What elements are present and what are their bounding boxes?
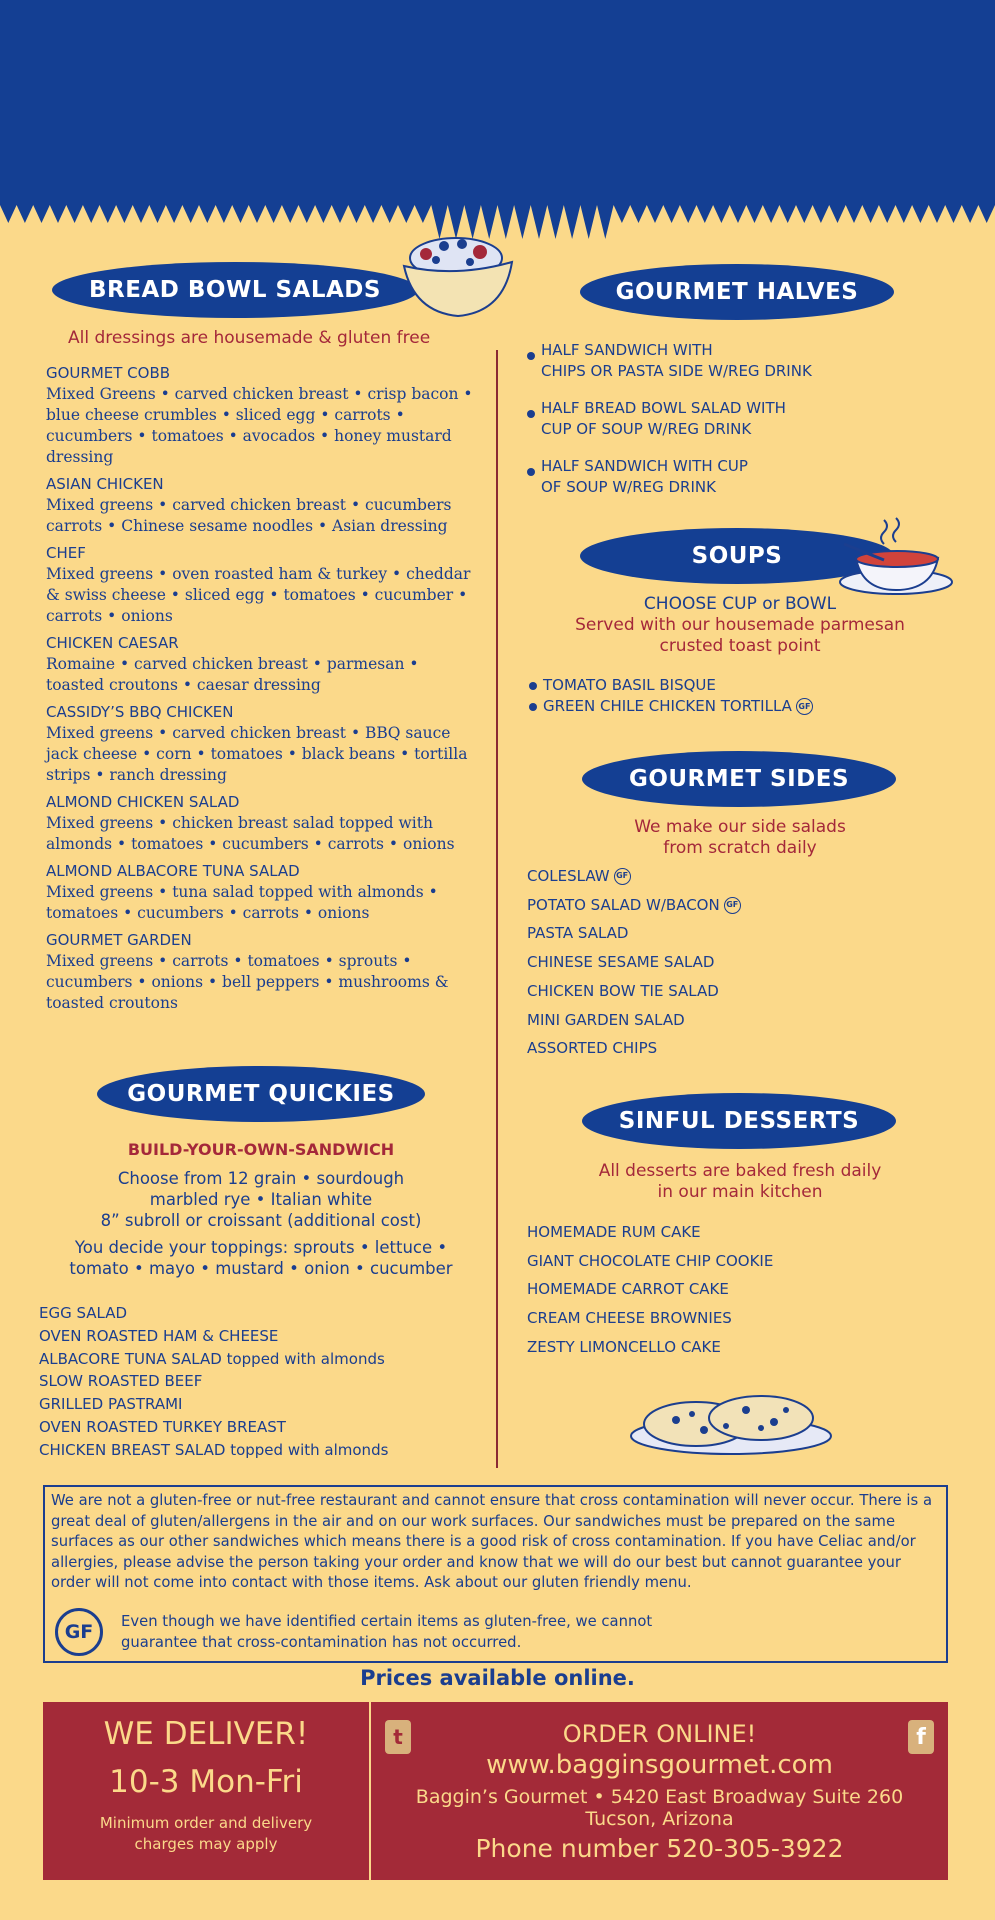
order-panel xyxy=(371,1702,948,1880)
side-label: CHICKEN BOW TIE SALAD xyxy=(527,981,719,1000)
min-order-2: charges may apply xyxy=(134,1835,278,1853)
cup-or-bowl: CHOOSE CUP or BOWL xyxy=(643,594,837,614)
dessert-label: GIANT CHOCOLATE CHIP COOKIE xyxy=(527,1251,774,1270)
desserts-note-2: in our main kitchen xyxy=(657,1182,823,1202)
salad-name: CASSIDY’S BBQ CHICKEN xyxy=(46,703,234,721)
salad-item xyxy=(46,792,476,855)
sandwich-item xyxy=(39,1325,479,1348)
halves-item: HALF SANDWICH WITH CUP OF SOUP W/REG DRINK xyxy=(527,456,967,498)
twitter-icon[interactable]: t xyxy=(385,1720,411,1754)
gf-icon: GF xyxy=(614,868,631,885)
prices-note: Prices available online. xyxy=(360,1666,635,1690)
gf-icon: GF xyxy=(796,698,813,715)
bullet-icon xyxy=(527,468,535,476)
sandwich-item xyxy=(39,1370,479,1393)
soup-item: TOMATO BASIL BISQUE xyxy=(529,675,949,696)
salad-item xyxy=(46,633,476,696)
sides-list xyxy=(527,862,947,1063)
desserts-info xyxy=(540,1161,940,1203)
gf-logo-icon: GF xyxy=(55,1608,103,1656)
phone-number: Phone number 520-305-3922 xyxy=(475,1834,844,1863)
dessert-item xyxy=(527,1247,947,1276)
desserts-list xyxy=(527,1218,947,1362)
gf-icon: GF xyxy=(724,897,741,914)
salad-description: Mixed greens • chicken breast salad topped with almonds • tomatoes • cucumbers • carrots • onions xyxy=(46,814,455,853)
bread-choices-2: marbled rye • Italian white xyxy=(149,1190,373,1209)
footer-banner xyxy=(43,1702,948,1880)
address-line-1: Baggin’s Gourmet • 5420 East Broadway Suite 260 xyxy=(415,1786,904,1808)
halves-item: HALF BREAD BOWL SALAD WITH CUP OF SOUP W/REG DRINK xyxy=(527,398,967,440)
soup-bowl-icon xyxy=(834,516,958,600)
dessert-label: HOMEMADE RUM CAKE xyxy=(527,1223,701,1241)
min-order-1: Minimum order and delivery xyxy=(99,1814,313,1832)
soup-item: GREEN CHILE CHICKEN TORTILLA GF xyxy=(529,696,949,717)
bread-choices-3: 8” subroll or croissant (additional cost) xyxy=(100,1211,422,1230)
soups-list xyxy=(529,675,949,717)
salad-description: Mixed greens • oven roasted ham & turkey • cheddar & swiss cheese • sliced egg • tomatoes • cucumber • carrots • onions xyxy=(46,565,471,625)
we-deliver: WE DELIVER! xyxy=(103,1716,309,1752)
dessert-item xyxy=(527,1218,947,1247)
side-label: PASTA SALAD xyxy=(527,924,629,943)
sandwich-label: CHICKEN BREAST SALAD topped with almonds xyxy=(39,1440,389,1459)
gourmet-halves-heading: GOURMET HALVES xyxy=(580,264,894,320)
website-link[interactable]: www.bagginsgourmet.com xyxy=(486,1750,833,1780)
address-line-2: Tucson, Arizona xyxy=(585,1808,734,1830)
bread-choices-1: Choose from 12 grain • sourdough xyxy=(117,1169,405,1188)
halves-item: HALF SANDWICH WITH CHIPS OR PASTA SIDE W/REG DRINK xyxy=(527,340,967,382)
dessert-label: CREAM CHEESE BROWNIES xyxy=(527,1309,732,1328)
allergen-disclaimer xyxy=(43,1485,948,1663)
side-label: COLESLAW xyxy=(527,867,610,885)
salad-item xyxy=(46,363,476,468)
gf-note-1: Even though we have identified certain items as gluten-free, we cannot xyxy=(121,1612,653,1630)
side-label: POTATO SALAD W/BACON xyxy=(527,895,720,914)
salad-name: ALMOND CHICKEN SALAD xyxy=(46,793,240,811)
sides-info xyxy=(540,817,940,859)
side-label: ASSORTED CHIPS xyxy=(527,1039,658,1058)
disclaimer-text: We are not a gluten-free or nut-free restaurant and cannot ensure that cross contamination will never occur. There is a great deal of gluten/allergens in the air and on our work surfaces. Our sandwiches must be prepared on the same surfaces as our other sandwiches which means there is a good risk of cross contamination. If you have Celiac and/or allergies, please advise the person taking your order and know that we will do our best but cannot guarantee your order will not come into contact with those items. Ask about our gluten friendly menu. xyxy=(51,1492,933,1592)
side-item xyxy=(527,1034,947,1063)
side-label: CHINESE SESAME SALAD xyxy=(527,953,715,972)
soups-served-1: Served with our housemade parmesan xyxy=(575,615,905,635)
salads-list xyxy=(46,363,476,1020)
cookies-plate-icon xyxy=(626,1388,836,1458)
bullet-icon xyxy=(527,352,535,360)
gourmet-sides-heading: GOURMET SIDES xyxy=(582,751,896,807)
dessert-label: HOMEMADE CARROT CAKE xyxy=(527,1280,729,1299)
sides-note-2: from scratch daily xyxy=(663,838,817,858)
salad-description: Mixed greens • carved chicken breast • cucumbers carrots • Chinese sesame noodles • Asian dressing xyxy=(46,496,452,535)
salad-description: Mixed Greens • carved chicken breast • crisp bacon • blue cheese crumbles • sliced egg • carrots • cucumbers • tomatoes • avocados • honey mustard dressing xyxy=(46,385,473,466)
soups-info xyxy=(540,594,940,657)
bullet-icon xyxy=(529,682,537,690)
salad-name: GOURMET GARDEN xyxy=(46,931,192,949)
byo-heading: BUILD-YOUR-OWN-SANDWICH xyxy=(127,1140,395,1159)
salad-name: GOURMET COBB xyxy=(46,364,171,382)
delivery-hours: 10-3 Mon-Fri xyxy=(109,1764,303,1800)
side-label: MINI GARDEN SALAD xyxy=(527,1010,685,1029)
salad-item xyxy=(46,861,476,924)
salad-item xyxy=(46,543,476,627)
bread-bowl-salads-heading: BREAD BOWL SALADS xyxy=(52,262,418,318)
delivery-panel xyxy=(43,1702,371,1880)
soups-heading: SOUPS xyxy=(580,528,894,584)
sinful-desserts-heading: SINFUL DESSERTS xyxy=(582,1093,896,1149)
side-item xyxy=(527,977,947,1006)
salads-dressing-note: All dressings are housemade & gluten free xyxy=(68,328,431,348)
top-header-band xyxy=(0,0,995,240)
salad-name: ASIAN CHICKEN xyxy=(46,475,164,493)
salad-description: Mixed greens • carrots • tomatoes • sprouts • cucumbers • onions • bell peppers • mushrooms & toasted croutons xyxy=(46,952,449,1012)
gf-note-2: guarantee that cross-contamination has not occurred. xyxy=(121,1633,522,1651)
side-item xyxy=(527,919,947,948)
gourmet-quickies-heading: GOURMET QUICKIES xyxy=(97,1066,425,1122)
side-item xyxy=(527,1006,947,1035)
order-online: ORDER ONLINE! xyxy=(562,1720,757,1748)
dessert-item xyxy=(527,1304,947,1333)
sides-note-1: We make our side salads xyxy=(634,817,846,837)
bullet-icon xyxy=(527,410,535,418)
side-item xyxy=(527,891,947,920)
dessert-item xyxy=(527,1275,947,1304)
facebook-icon[interactable]: f xyxy=(908,1720,934,1754)
salad-description: Romaine • carved chicken breast • parmesan • toasted croutons • caesar dressing xyxy=(46,655,419,694)
desserts-note-1: All desserts are baked fresh daily xyxy=(598,1161,882,1181)
sandwich-label: OVEN ROASTED TURKEY BREAST xyxy=(39,1417,286,1436)
sandwich-label: SLOW ROASTED BEEF xyxy=(39,1372,203,1391)
sandwich-item xyxy=(39,1302,479,1325)
sandwich-item xyxy=(39,1393,479,1416)
column-divider xyxy=(496,350,498,1468)
quickies-info xyxy=(46,1136,476,1279)
sandwich-item xyxy=(39,1416,479,1439)
sandwich-label: EGG SALAD xyxy=(39,1304,128,1322)
quickies-sandwich-list xyxy=(39,1302,479,1462)
sandwich-item xyxy=(39,1348,479,1371)
salad-description: Mixed greens • carved chicken breast • BBQ sauce jack cheese • corn • tomatoes • black beans • tortilla strips • ranch dressing xyxy=(46,724,468,784)
salad-name: CHEF xyxy=(46,544,86,562)
salad-item xyxy=(46,474,476,537)
salad-name: CHICKEN CAESAR xyxy=(46,634,179,652)
dessert-item xyxy=(527,1333,947,1362)
salad-item xyxy=(46,930,476,1014)
sandwich-label: GRILLED PASTRAMI xyxy=(39,1395,183,1414)
bullet-icon xyxy=(529,703,537,711)
salad-bowl-icon xyxy=(396,232,520,322)
sandwich-label: ALBACORE TUNA SALAD topped with almonds xyxy=(39,1349,385,1368)
salad-description: Mixed greens • tuna salad topped with almonds • tomatoes • cucumbers • carrots • onions xyxy=(46,883,438,922)
toppings-2: tomato • mayo • mustard • onion • cucumber xyxy=(69,1259,453,1278)
salad-name: ALMOND ALBACORE TUNA SALAD xyxy=(46,862,300,880)
side-item xyxy=(527,862,947,891)
halves-list xyxy=(527,340,967,514)
dessert-label: ZESTY LIMONCELLO CAKE xyxy=(527,1337,721,1356)
side-item xyxy=(527,948,947,977)
sandwich-label: OVEN ROASTED HAM & CHEESE xyxy=(39,1326,279,1345)
sandwich-item xyxy=(39,1439,479,1462)
salad-item xyxy=(46,702,476,786)
toppings-1: You decide your toppings: sprouts • lettuce • xyxy=(74,1238,448,1257)
soups-served-2: crusted toast point xyxy=(659,636,821,656)
